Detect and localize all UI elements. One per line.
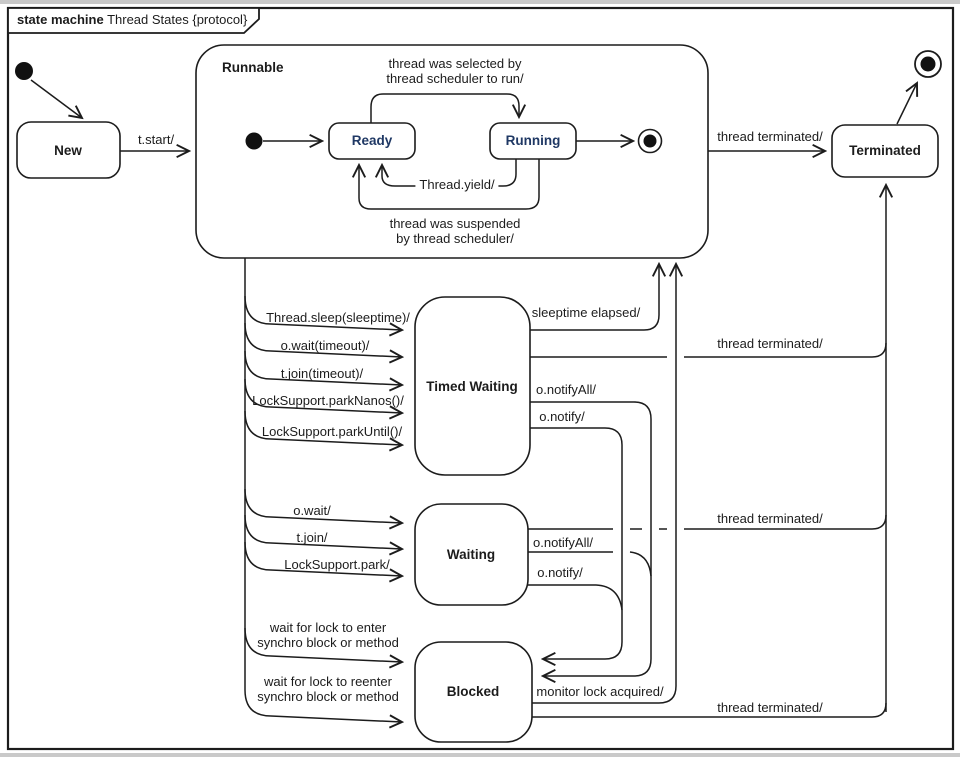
blocked-state-box bbox=[415, 642, 532, 742]
label-w-notify: o.notify/ bbox=[537, 565, 583, 580]
frame-keyword: state machine bbox=[17, 12, 104, 27]
state-label-blocked: Blocked bbox=[446, 684, 500, 699]
label-thread-terminated-waiting: thread terminated/ bbox=[717, 511, 823, 526]
state-label-new: New bbox=[54, 143, 82, 158]
runnable-state-box bbox=[196, 45, 708, 258]
label-wait-timeout: o.wait(timeout)/ bbox=[280, 338, 370, 353]
label-o-wait: o.wait/ bbox=[293, 503, 331, 518]
runnable-final-state-icon bbox=[639, 130, 662, 153]
label-thread-terminated-timed: thread terminated/ bbox=[717, 336, 823, 351]
ready-state-box bbox=[329, 123, 415, 159]
state-label-ready: Ready bbox=[351, 133, 393, 148]
label-t-start: t.start/ bbox=[137, 132, 175, 147]
final-state-icon bbox=[915, 51, 941, 77]
label-thread-terminated-blocked: thread terminated/ bbox=[717, 700, 823, 715]
state-label-running: Running bbox=[505, 133, 561, 148]
waiting-state-box bbox=[415, 504, 528, 605]
label-lock-reenter: wait for lock to reenter synchro block or method bbox=[257, 674, 399, 704]
label-park-nanos: LockSupport.parkNanos()/ bbox=[252, 393, 404, 408]
label-sleep: Thread.sleep(sleeptime)/ bbox=[266, 310, 410, 325]
state-label-timed-waiting: Timed Waiting bbox=[426, 379, 518, 394]
frame-title-tab bbox=[8, 8, 259, 33]
label-tw-notifyall: o.notifyAll/ bbox=[536, 382, 596, 397]
label-thread-terminated-top: thread terminated/ bbox=[717, 129, 823, 144]
label-join-timeout: t.join(timeout)/ bbox=[280, 366, 364, 381]
label-w-notifyall: o.notifyAll/ bbox=[533, 535, 593, 550]
label-suspended: thread was suspended by thread scheduler/ bbox=[389, 216, 521, 246]
label-tw-notify: o.notify/ bbox=[539, 409, 585, 424]
label-monitor-acquired: monitor lock acquired/ bbox=[536, 684, 664, 699]
running-state-box bbox=[490, 123, 576, 159]
state-label-waiting: Waiting bbox=[446, 547, 496, 562]
state-label-runnable: Runnable bbox=[222, 60, 284, 75]
label-lock-park: LockSupport.park/ bbox=[284, 557, 390, 572]
label-t-join: t.join/ bbox=[296, 530, 328, 545]
state-label-terminated: Terminated bbox=[849, 143, 921, 158]
label-yield: Thread.yield/ bbox=[415, 177, 498, 192]
initial-state-icon bbox=[15, 62, 33, 80]
label-lock-enter: wait for lock to enter synchro block or method bbox=[257, 620, 399, 650]
label-selected: thread was selected by thread scheduler to run/ bbox=[386, 56, 524, 86]
new-state-box bbox=[17, 122, 120, 178]
terminated-state-box bbox=[832, 125, 938, 177]
frame-name: Thread States {protocol} bbox=[103, 12, 248, 27]
timed-waiting-state-box bbox=[415, 297, 530, 475]
label-park-until: LockSupport.parkUntil()/ bbox=[261, 424, 403, 439]
runnable-initial-state-icon bbox=[246, 133, 263, 150]
label-sleeptime-elapsed: sleeptime elapsed/ bbox=[531, 305, 641, 320]
